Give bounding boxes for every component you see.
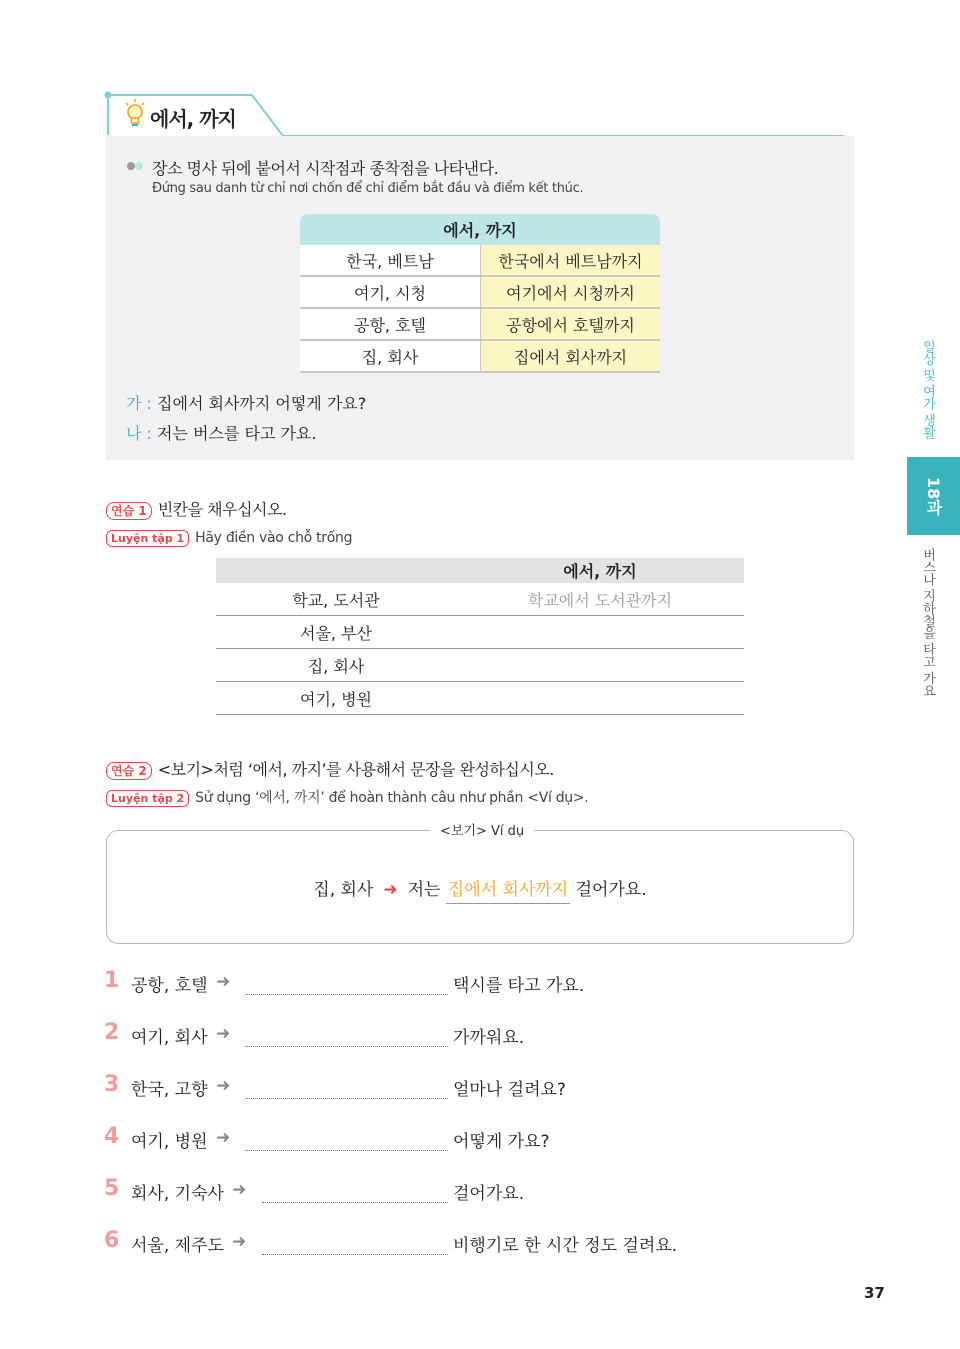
table-row bbox=[216, 583, 744, 616]
exercise-item bbox=[104, 1020, 804, 1054]
side-tab-lesson[interactable] bbox=[907, 457, 960, 535]
side-tab-lesson-label: 18과 bbox=[924, 476, 943, 516]
exercise-suffix: 택시를 타고 가요. bbox=[453, 976, 585, 996]
table-row bbox=[300, 276, 660, 308]
practice1-heading-vi bbox=[106, 527, 352, 547]
exercise-suffix: 비행기로 한 시간 정도 걸려요. bbox=[453, 1236, 678, 1256]
example-answer: 집에서 회사까지 bbox=[446, 880, 570, 904]
answer-blank[interactable] bbox=[262, 1254, 448, 1255]
example-nouns: 집, 회사 bbox=[313, 880, 374, 900]
answer-cell: 학교에서 도서관까지 bbox=[456, 583, 744, 616]
arrow-right-icon: ➜ bbox=[216, 1128, 231, 1148]
practice1-badge-vi: Luyện tập 1 bbox=[106, 530, 189, 547]
page-number: 37 bbox=[864, 1284, 885, 1302]
answer-blank[interactable] bbox=[245, 1098, 448, 1099]
example-suffix: 걸어가요. bbox=[575, 880, 647, 900]
exercise-suffix: 가까워요. bbox=[453, 1028, 525, 1048]
arrow-right-icon: ➜ bbox=[216, 1024, 231, 1044]
table-header-empty bbox=[216, 558, 456, 583]
practice2-heading-vi bbox=[106, 787, 588, 807]
exercise-number: 6 bbox=[104, 1228, 120, 1253]
exercise-suffix: 걸어가요. bbox=[453, 1184, 525, 1204]
exercise-nouns: 서울, 제주도 bbox=[131, 1236, 224, 1256]
grammar-example-table bbox=[300, 214, 660, 373]
nouns-cell: 집, 회사 bbox=[216, 649, 456, 682]
dialog-text: 집에서 회사까지 어떻게 가요? bbox=[157, 394, 367, 413]
answer-blank[interactable] bbox=[245, 1046, 448, 1047]
exercise-nouns: 공항, 호텔 bbox=[131, 976, 208, 996]
nouns-cell: 공항, 호텔 bbox=[300, 308, 481, 340]
exercise-nouns: 회사, 기숙사 bbox=[131, 1184, 224, 1204]
practice1-badge: 연습 1 bbox=[106, 502, 152, 520]
table-row bbox=[300, 340, 660, 372]
answer-blank[interactable] bbox=[245, 994, 448, 995]
exercise-item bbox=[104, 1176, 804, 1210]
table-row bbox=[216, 649, 744, 682]
table-header: 에서, 까지 bbox=[300, 214, 660, 245]
arrow-right-icon: ➜ bbox=[216, 972, 231, 992]
exercise-nouns: 여기, 회사 bbox=[131, 1028, 208, 1048]
nouns-cell: 집, 회사 bbox=[300, 340, 481, 372]
answer-blank[interactable] bbox=[245, 1150, 448, 1151]
side-tab-category-label: 일상 및 여가 생활 bbox=[920, 340, 935, 439]
table-row bbox=[300, 308, 660, 340]
arrow-right-icon: ➜ bbox=[232, 1180, 247, 1200]
exercise-suffix: 어떻게 가요? bbox=[453, 1132, 550, 1152]
exercise-item bbox=[104, 1072, 804, 1106]
arrow-right-icon: ➜ bbox=[383, 880, 398, 900]
practice2-instruction-vi: Sử dụng ‘에서, 까지’ để hoàn thành câu như phần <Ví dụ>. bbox=[195, 790, 589, 806]
side-tab-lesson-title-label: 버스나 지하철을 타고 가요 bbox=[920, 548, 935, 697]
result-cell: 한국에서 베트남까지 bbox=[481, 245, 661, 276]
answer-blank[interactable] bbox=[456, 616, 744, 649]
practice2-heading bbox=[106, 757, 554, 780]
exercise-number: 4 bbox=[104, 1124, 120, 1149]
practice2-badge: 연습 2 bbox=[106, 762, 152, 780]
result-cell: 집에서 회사까지 bbox=[481, 340, 661, 372]
practice1-instruction-vi: Hãy điền vào chỗ trống bbox=[195, 530, 353, 546]
exercise-nouns: 한국, 고향 bbox=[131, 1080, 208, 1100]
example-prefix: 저는 bbox=[407, 880, 441, 900]
exercise-number: 5 bbox=[104, 1176, 120, 1201]
dialog-text: 저는 버스를 타고 가요. bbox=[157, 424, 317, 443]
table-row bbox=[216, 682, 744, 715]
table-header: 에서, 까지 bbox=[456, 558, 744, 583]
practice1-instruction: 빈칸을 채우십시오. bbox=[157, 500, 287, 519]
dialog-line-b: 나 : 저는 버스를 타고 가요. bbox=[126, 424, 317, 443]
result-cell: 여기에서 시청까지 bbox=[481, 276, 661, 308]
exercise-number: 2 bbox=[104, 1020, 120, 1045]
side-tab-category bbox=[918, 340, 948, 450]
example-label: <보기> Ví dụ bbox=[430, 820, 534, 839]
answer-blank[interactable] bbox=[262, 1202, 448, 1203]
nouns-cell: 여기, 시청 bbox=[300, 276, 481, 308]
nouns-cell: 한국, 베트남 bbox=[300, 245, 481, 276]
practice2-instruction: <보기>처럼 ‘에서, 까지’를 사용해서 문장을 완성하십시오. bbox=[157, 760, 554, 779]
result-cell: 공항에서 호텔까지 bbox=[481, 308, 661, 340]
practice1-heading bbox=[106, 497, 287, 520]
nouns-cell: 학교, 도서관 bbox=[216, 583, 456, 616]
exercise-number: 3 bbox=[104, 1072, 120, 1097]
exercise-item bbox=[104, 1228, 804, 1262]
arrow-right-icon: ➜ bbox=[232, 1232, 247, 1252]
exercise-item bbox=[104, 1124, 804, 1158]
nouns-cell: 여기, 병원 bbox=[216, 682, 456, 715]
exercise-suffix: 얼마나 걸려요? bbox=[453, 1080, 566, 1100]
exercise-number: 1 bbox=[104, 968, 120, 993]
section-title: 에서, 까지 bbox=[150, 107, 236, 131]
practice1-table bbox=[216, 558, 744, 715]
lightbulb-icon bbox=[124, 99, 146, 129]
exercise-nouns: 여기, 병원 bbox=[131, 1132, 208, 1152]
dialog-speaker: 나 bbox=[126, 424, 142, 443]
table-row bbox=[300, 245, 660, 276]
practice2-badge-vi: Luyện tập 2 bbox=[106, 790, 189, 807]
bullet-icon bbox=[126, 161, 146, 171]
dialog-line-a: 가 : 집에서 회사까지 어떻게 가요? bbox=[126, 394, 367, 413]
dialog-speaker: 가 bbox=[126, 394, 142, 413]
answer-blank[interactable] bbox=[456, 649, 744, 682]
nouns-cell: 서울, 부산 bbox=[216, 616, 456, 649]
grammar-rule-vi: Đứng sau danh từ chỉ nơi chốn để chỉ điểm bắt đầu và điểm kết thúc. bbox=[152, 181, 584, 196]
example-sentence bbox=[106, 875, 854, 900]
table-row bbox=[216, 616, 744, 649]
arrow-right-icon: ➜ bbox=[216, 1076, 231, 1096]
grammar-rule-ko: 장소 명사 뒤에 붙어서 시작점과 종착점을 나타낸다. bbox=[152, 159, 499, 178]
answer-blank[interactable] bbox=[456, 682, 744, 715]
exercise-item bbox=[104, 968, 804, 1002]
side-tab-lesson-title bbox=[918, 548, 948, 698]
